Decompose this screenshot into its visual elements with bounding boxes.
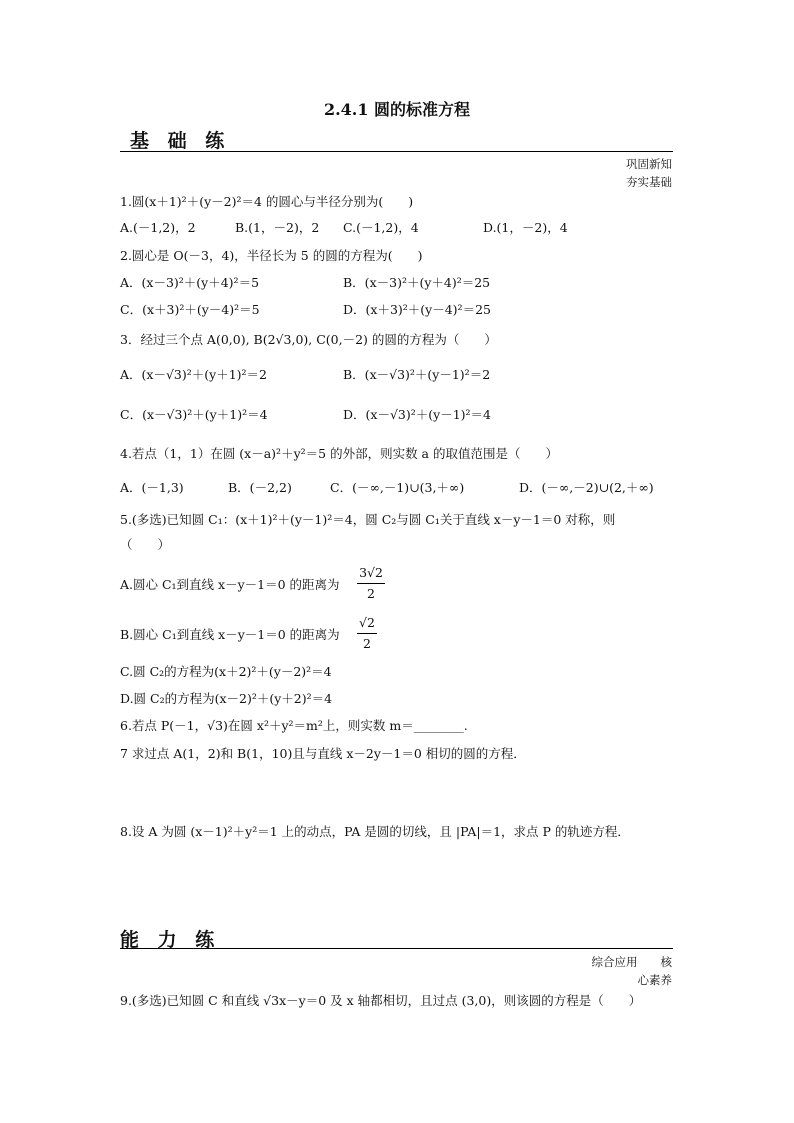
question-5-option-b-denominator: 2 <box>363 636 371 651</box>
question-1-option-b: B.(1，－2)，2 <box>235 220 320 235</box>
section-heading-ability: 能 力 练 <box>120 929 221 951</box>
question-5-option-b: B.圆心 C₁到直线 x－y－1＝0 的距离为 <box>120 627 340 642</box>
question-5-option-a: A.圆心 C₁到直线 x－y－1＝0 的距离为 <box>120 577 340 592</box>
question-3-option-a: A．(x－√3)²＋(y＋1)²＝2 <box>120 367 267 382</box>
question-2-option-d: D．(x＋3)²＋(y－4)²＝25 <box>343 302 491 317</box>
question-5-option-d: D.圆 C₂的方程为(x－2)²＋(y＋2)²＝4 <box>120 691 333 706</box>
section-2-tag-1: 综合应用 核 <box>591 955 672 969</box>
section-divider-basic <box>120 151 673 152</box>
question-5-stem-blank: （ ） <box>120 537 171 552</box>
question-1-option-c: C.(－1,2)，4 <box>343 220 419 235</box>
question-1-option-d: D.(1，－2)，4 <box>483 220 568 235</box>
question-3-option-b: B．(x－√3)²＋(y－1)²＝2 <box>343 367 491 382</box>
question-5-option-a-numerator: 3√2 <box>359 565 383 580</box>
question-3-option-d: D．(x－√3)²＋(y－1)²＝4 <box>343 407 491 422</box>
question-6: 6.若点 P(－1，√3)在圆 x²＋y²＝m²上，则实数 m＝________. <box>120 718 468 733</box>
question-5-stem: 5.(多选)已知圆 C₁：(x＋1)²＋(y－1)²＝4，圆 C₂与圆 C₁关于直线 x－y－1＝0 对称，则 <box>120 512 616 527</box>
question-4-option-c: C．(－∞,－1)∪(3,＋∞) <box>330 480 465 495</box>
page-title: 2.4.1 圆的标准方程 <box>323 100 471 119</box>
question-4-option-b: B．(－2,2) <box>228 480 292 495</box>
question-5-option-a-denominator: 2 <box>367 586 375 601</box>
question-4-stem: 4.若点（1，1）在圆 (x－a)²＋y²＝5 的外部，则实数 a 的取值范围是（ ） <box>120 446 558 461</box>
question-5-option-b-fraction-bar <box>357 633 377 634</box>
question-5-option-b-numerator: √2 <box>359 615 375 630</box>
question-1-option-a: A.(－1,2)，2 <box>120 220 196 235</box>
question-4-option-d: D．(－∞,－2)∪(2,＋∞) <box>519 480 654 495</box>
question-7: 7 求过点 A(1，2)和 B(1，10)且与直线 x－2y－1＝0 相切的圆的方程． <box>120 746 526 761</box>
question-2-option-b: B．(x－3)²＋(y＋4)²＝25 <box>343 275 491 290</box>
section-tag-2: 夯实基础 <box>626 175 672 189</box>
question-5-option-c: C.圆 C₂的方程为(x＋2)²＋(y－2)²＝4 <box>120 664 332 679</box>
question-3-stem: 3．经过三个点 A(0,0), B(2√3,0), C(0,－2) 的圆的方程为（ ） <box>120 332 497 347</box>
section-divider-ability <box>120 948 673 949</box>
question-2-option-a: A．(x－3)²＋(y＋4)²＝5 <box>120 275 260 290</box>
question-5-option-a-fraction-bar <box>357 583 385 584</box>
question-1-stem: 1.圆(x＋1)²＋(y－2)²＝4 的圆心与半径分别为( ) <box>120 194 414 209</box>
question-9: 9.(多选)已知圆 C 和直线 √3x－y＝0 及 x 轴都相切，且过点 (3,0)，则该圆的方程是（ ） <box>120 993 642 1008</box>
question-2-stem: 2.圆心是 O(－3，4)，半径长为 5 的圆的方程为( ) <box>120 248 423 263</box>
section-tag-1: 巩固新知 <box>626 157 672 171</box>
question-8: 8.设 A 为圆 (x－1)²＋y²＝1 上的动点，PA 是圆的切线，且 |PA|＝1，求点 P 的轨迹方程． <box>120 824 630 839</box>
section-2-tag-2: 心素养 <box>637 973 672 987</box>
question-2-option-c: C．(x＋3)²＋(y－4)²＝5 <box>120 302 260 317</box>
question-4-option-a: A．(－1,3) <box>120 480 184 495</box>
section-heading-basic: 基 础 练 <box>130 130 231 152</box>
question-3-option-c: C．(x－√3)²＋(y＋1)²＝4 <box>120 407 268 422</box>
